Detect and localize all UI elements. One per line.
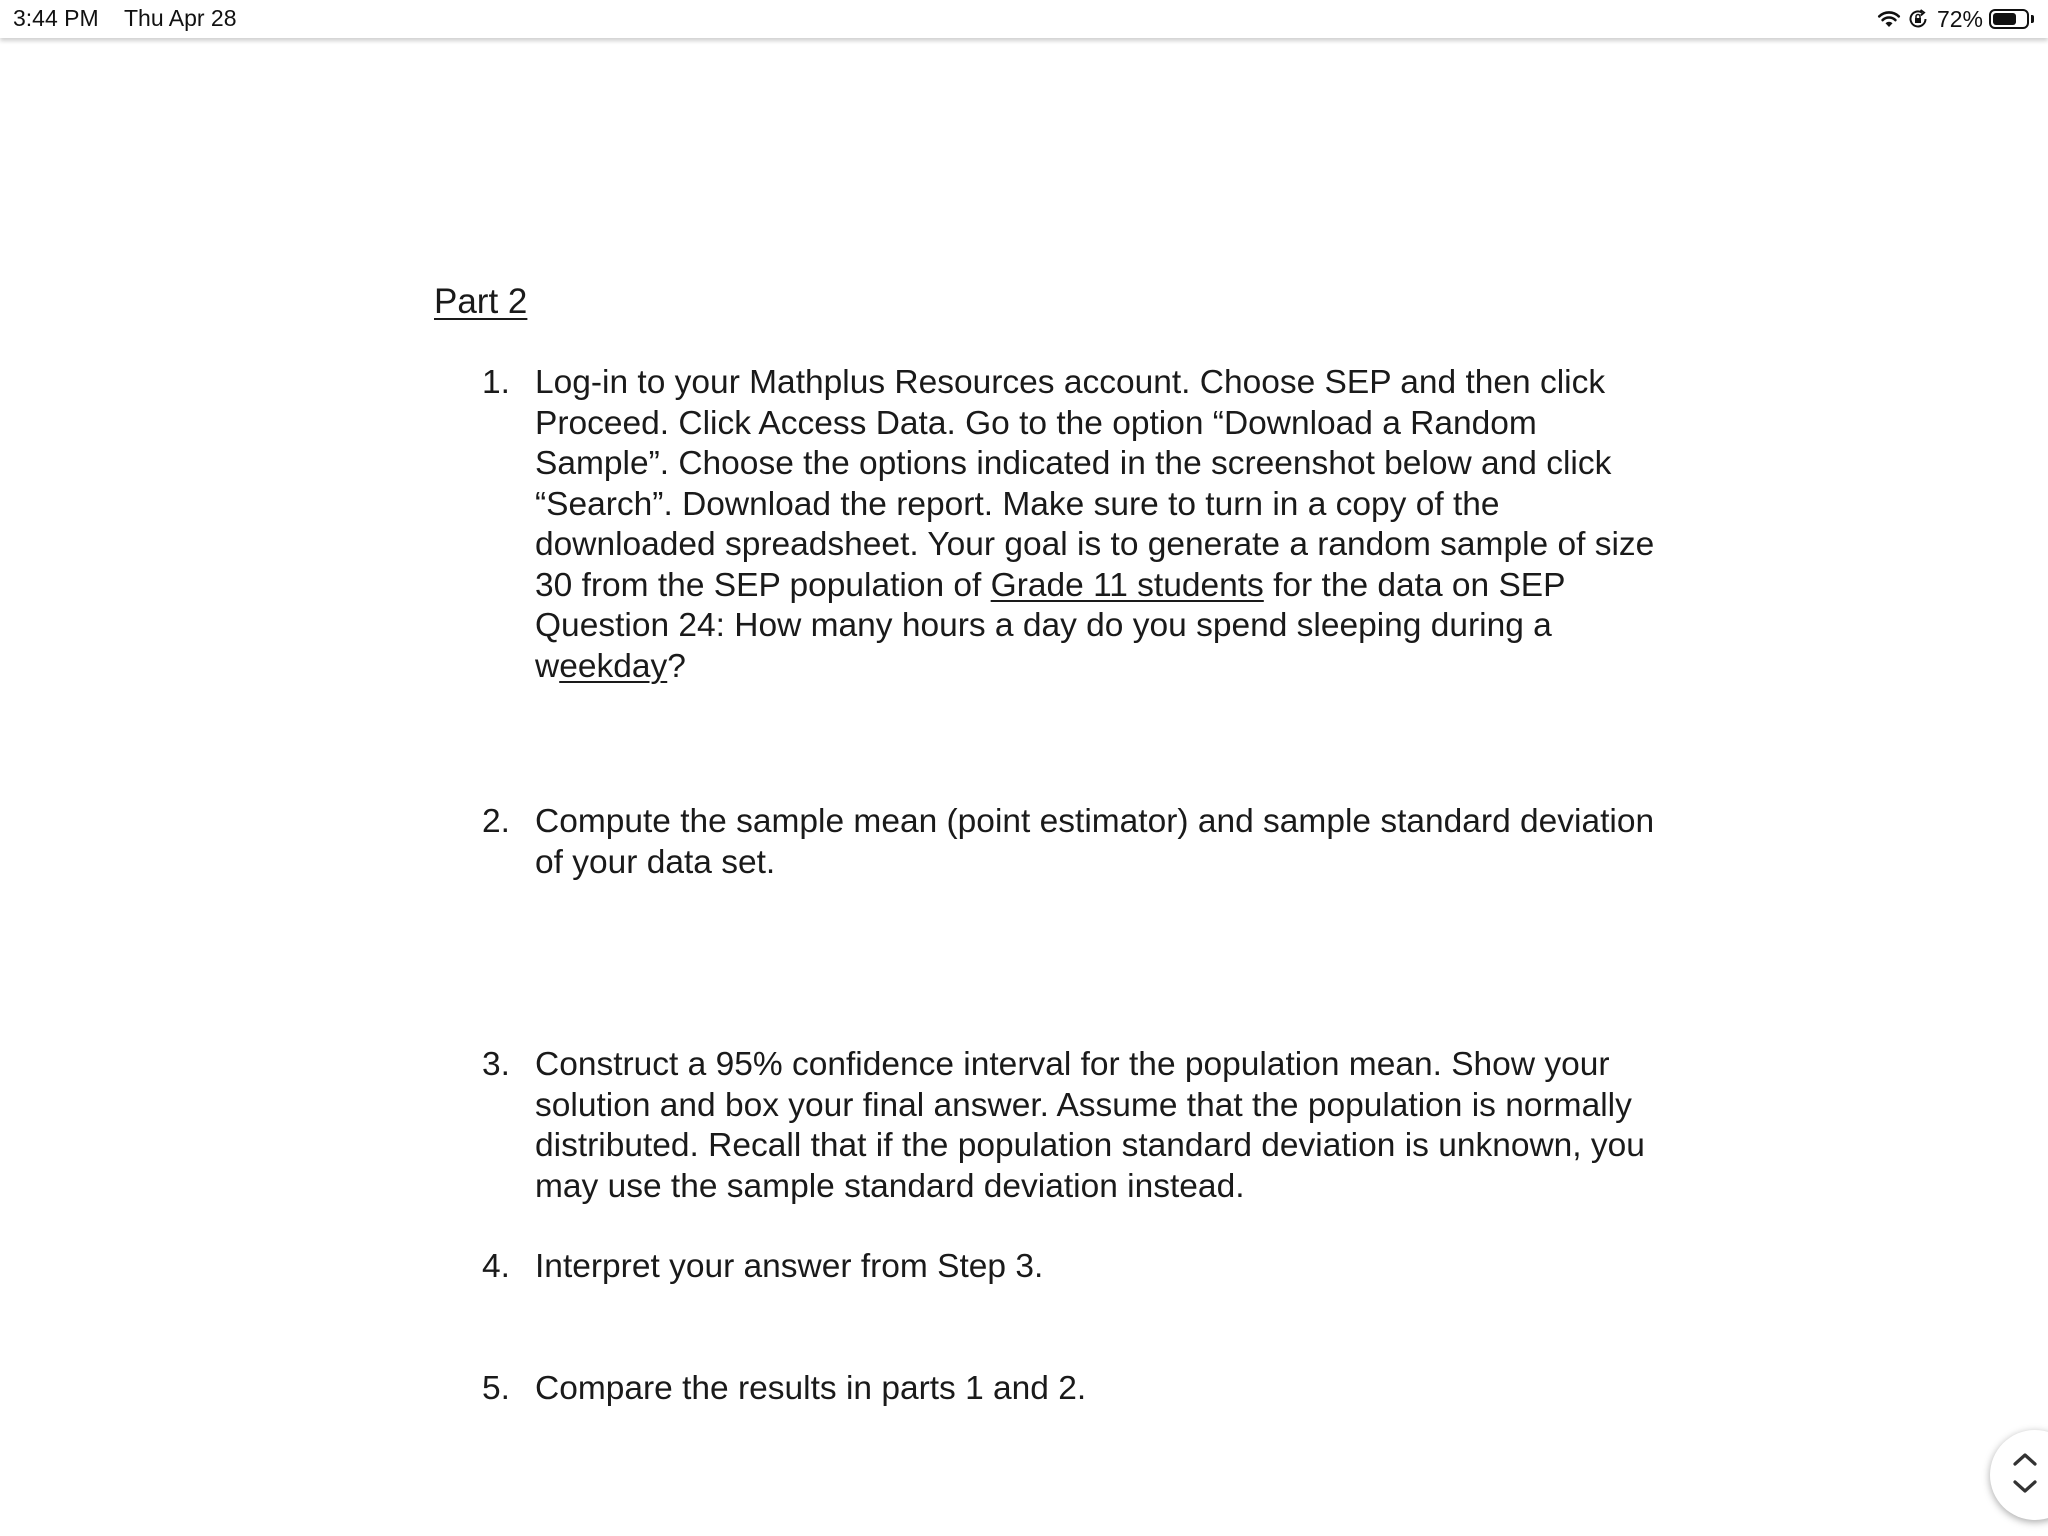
chevron-up-icon[interactable] [2012,1450,2038,1468]
status-time: 3:44 PM [13,5,99,31]
underlined-text-weekday: eekday [559,647,668,685]
text-segment: for the data on SEP Question 24: How many hours a day do you spend sleeping during a w [535,566,1565,685]
question-number: 5. [482,1370,510,1407]
document-page [0,38,2048,1536]
part-title: Part 2 [434,282,528,321]
wifi-icon [1877,9,1901,29]
question-text: Interpret your answer from Step 3. [535,1248,1044,1285]
question-text: Compute the sample mean (point estimator) and sample standard deviation of your data set. [535,803,1655,881]
text-segment: ? [667,647,686,685]
question-text: Construct a 95% confidence interval for the population mean. Show your solution and box your final answer. Assume that the population is normally distributed. Recall that if the population standard deviation is unknown, you may use the sample standard deviation instead. [535,1046,1645,1205]
page-scroll-control[interactable] [1990,1430,2048,1520]
question-text [535,363,1655,687]
status-bar [0,0,2048,38]
question-text: Compare the results in parts 1 and 2. [535,1370,1087,1407]
status-indicators [1877,4,2034,34]
question-number: 3. [482,1046,510,1083]
battery-icon [1989,9,2029,29]
question-number: 4. [482,1248,510,1285]
question-number: 2. [482,803,510,840]
text-segment: Log-in to your Mathplus Resources account. Choose SEP and then click Proceed. Click Access Data. Go to the option “Download a Random Sample”. Choose the options indicated in the screenshot below and click “Search”. Download the report. Make sure to turn in a copy of the downloaded spreadsheet. Your goal is to generate a random sample of size 30 from the SEP population of [535,364,1655,604]
battery-nub [2031,15,2034,23]
chevron-down-icon[interactable] [2012,1478,2038,1496]
question-number: 1. [482,364,510,401]
orientation-lock-icon [1907,8,1929,30]
battery-fill [1993,13,2016,25]
battery-percentage: 72% [1936,5,1983,32]
status-date: Thu Apr 28 [124,5,237,31]
underlined-text-grade-11: Grade 11 students [990,566,1264,604]
